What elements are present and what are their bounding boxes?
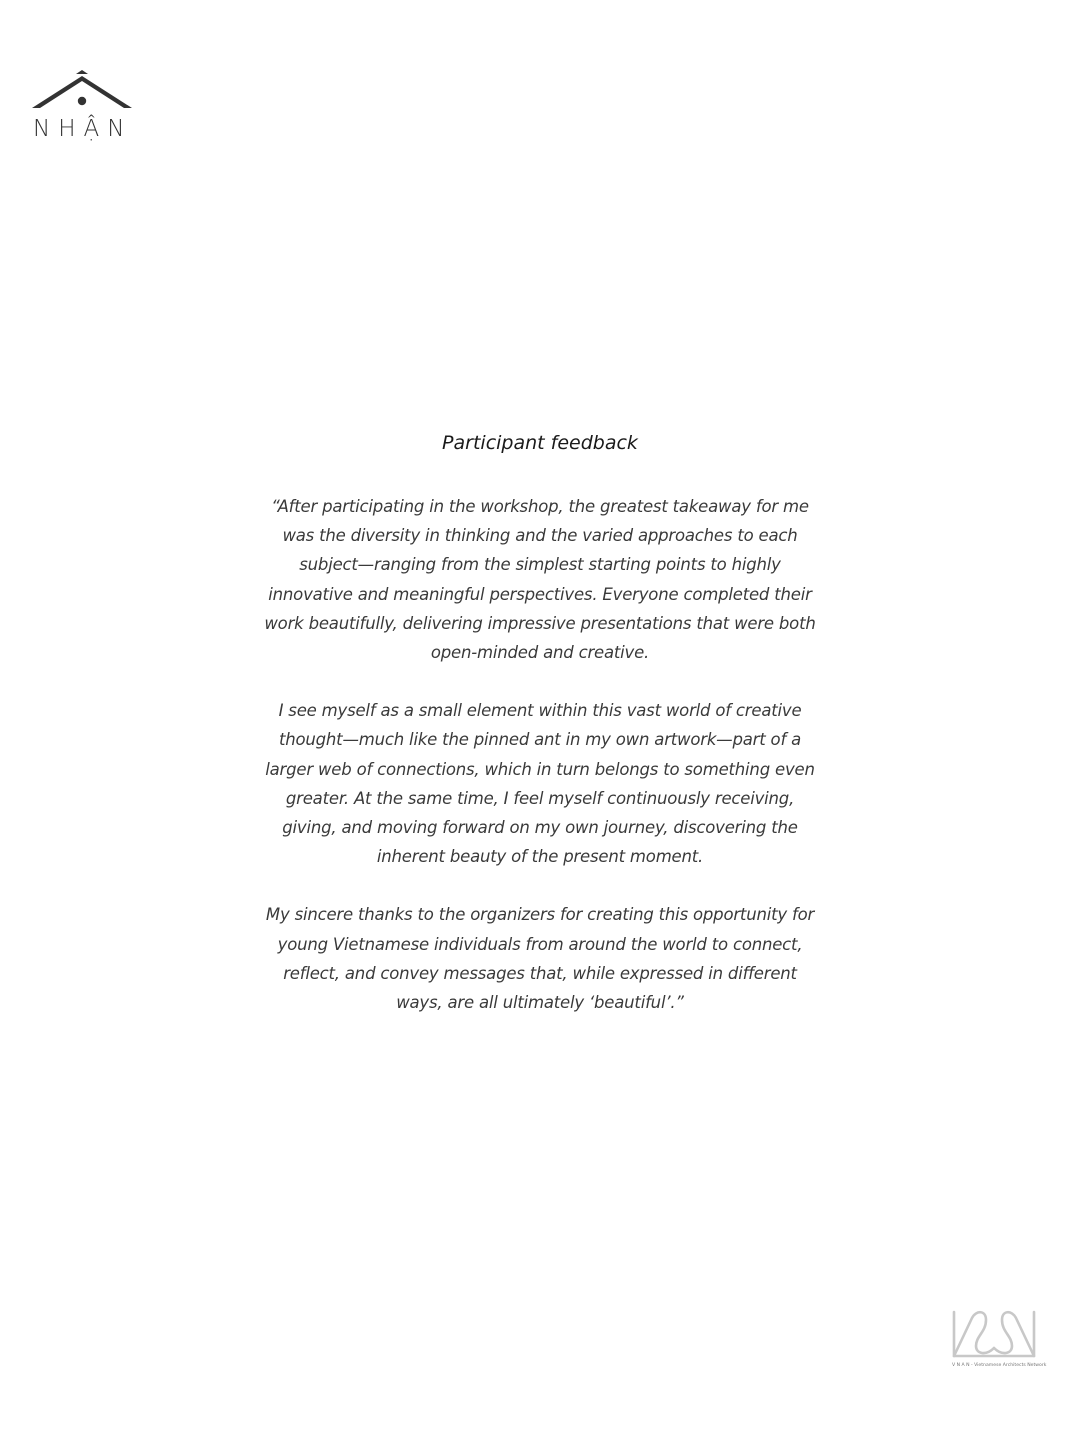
feedback-paragraph: My sincere thanks to the organizers for creating this opportunity for young Vietnamese individuals from around the world to connect, reflect, and convey messages that, while expressed in different ways, are all ultimately ‘beautiful’.” — [265, 905, 815, 1013]
feedback-heading: Participant feedback — [442, 432, 638, 454]
feedback-paragraph: I see myself as a small element within this vast world of creative thought—much like the pinned ant in my own artwork—part of a larger web of connections, which in turn belongs to something even greater. At the same time, I feel myself continuously receiving, giving, and moving forward on my own journey, discovering the inherent beauty of the present moment. — [265, 701, 815, 867]
feedback-paragraph: “After participating in the workshop, the greatest takeaway for me was the diversity in thinking and the varied approaches to each subject—ranging from the simplest starting points to highly innovative and meaningful perspectives. Everyone completed their work beautifully, delivering impressive presentations that were both open-minded and creative. — [264, 497, 816, 663]
roof-house-icon — [30, 68, 134, 112]
vnan-monogram-icon — [950, 1308, 1036, 1360]
vnan-logo — [946, 1308, 1046, 1368]
feedback-section — [260, 428, 820, 1046]
nhan-logo — [30, 68, 138, 142]
vnan-caption: V N A N - Vietnamese Architects Network — [952, 1363, 1047, 1368]
logo-wordmark: NHẬN — [33, 116, 133, 142]
